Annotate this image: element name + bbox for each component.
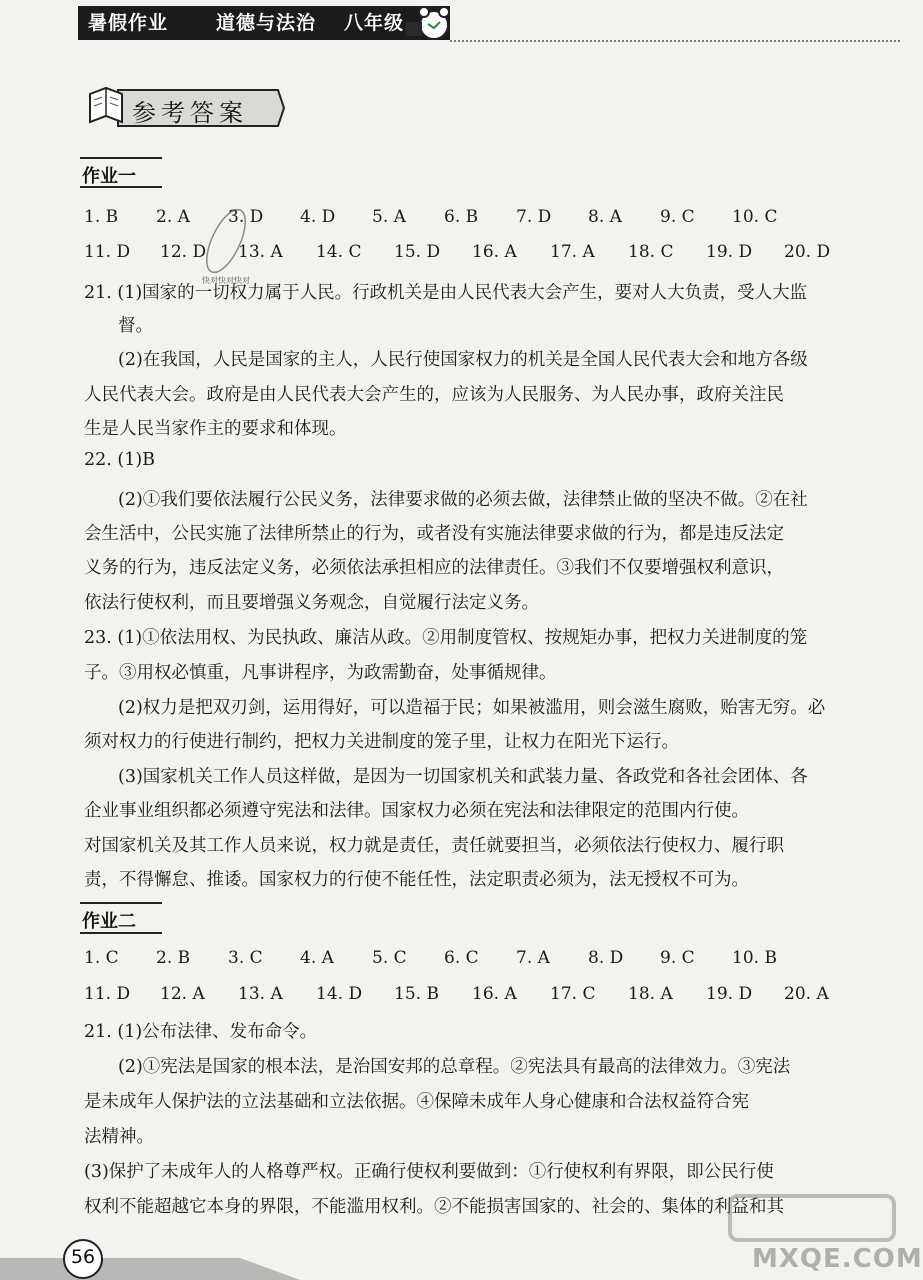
- answer-line: 对国家机关及其工作人员来说，权力就是责任，责任就要担当，必须依法行使权力、履行职: [84, 836, 784, 856]
- mc-answer: 6. B: [444, 207, 479, 227]
- mc-answer: 2. B: [156, 948, 191, 968]
- mc-answer: 16. A: [472, 242, 517, 262]
- answer-line: 是未成年人保护法的立法基础和立法依据。④保障未成年人身心健康和合法权益符合宪: [84, 1092, 749, 1112]
- answer-line: 21. (1)公布法律、发布命令。: [84, 1022, 318, 1042]
- mc-answer: 4. D: [300, 207, 336, 227]
- answer-line: (3)保护了未成年人的人格尊严权。正确行使权利要做到：①行使权利有界限，即公民行使: [84, 1162, 774, 1182]
- answer-line: 义务的行为，违反法定义务，必须依法承担相应的法律责任。③我们不仅要增强权利意识，: [84, 558, 784, 578]
- mc-answer: 2. A: [156, 207, 190, 227]
- mc-answer: 17. C: [550, 984, 596, 1004]
- mc-answer: 7. A: [516, 948, 550, 968]
- mc-answer: 5. C: [372, 948, 407, 968]
- mc-answer: 20. A: [784, 984, 829, 1004]
- header-bar: [78, 6, 450, 40]
- answer-line: 21. (1)国家的一切权力属于人民。行政机关是由人民代表大会产生，要对人大负责，受人大监: [84, 283, 808, 303]
- section-rule-top-2: [80, 902, 162, 904]
- mc-answer: 1. B: [84, 207, 119, 227]
- answer-line: (2)权力是把双刃剑，运用得好，可以造福于民；如果被滥用，则会滋生腐败，贻害无穷。必: [118, 698, 826, 718]
- page-number: 56: [70, 1246, 96, 1268]
- stamp-text: 快对快对快对: [202, 276, 250, 285]
- mc-answer: 3. C: [228, 948, 263, 968]
- alarm-clock-icon: [406, 4, 454, 42]
- mc-answer: 13. A: [238, 984, 283, 1004]
- answer-line: (3)国家机关工作人员这样做，是因为一切国家机关和武装力量、各政党和各社会团体、各: [118, 767, 808, 787]
- footer-band: [0, 1248, 300, 1280]
- answer-line: 人民代表大会。政府是由人民代表大会产生的，应该为人民服务、为人民办事，政府关注民: [84, 385, 784, 405]
- mc-answer: 10. C: [732, 207, 778, 227]
- mc-answer: 11. D: [84, 984, 131, 1004]
- answer-line: 生是人民当家作主的要求和体现。: [84, 419, 347, 439]
- mc-answer: 13. A: [238, 242, 283, 262]
- answer-line: 22. (1)B: [84, 450, 156, 470]
- answer-line: 法精神。: [84, 1127, 154, 1147]
- section-rule-bottom-2: [80, 932, 162, 934]
- answer-line: (2)在我国，人民是国家的主人，人民行使国家权力的机关是全国人民代表大会和地方各级: [118, 350, 808, 370]
- mc-answer: 15. B: [394, 984, 439, 1004]
- mc-answer: 14. C: [316, 242, 362, 262]
- site-watermark-text: MXQE.COM: [752, 1244, 923, 1274]
- mc-answer: 18. A: [628, 984, 673, 1004]
- mc-answer: 12. D: [160, 242, 207, 262]
- mc-answer: 12. A: [160, 984, 205, 1004]
- mc-answer: 14. D: [316, 984, 363, 1004]
- banner-label: 参考答案: [132, 99, 248, 127]
- mc-answer: 16. A: [472, 984, 517, 1004]
- mc-answer: 19. D: [706, 242, 753, 262]
- mc-answer: 20. D: [784, 242, 831, 262]
- mc-answer: 4. A: [300, 948, 334, 968]
- mc-answer: 3. D: [228, 207, 264, 227]
- mc-answer: 9. C: [660, 207, 695, 227]
- section-title-2: 作业二: [82, 911, 136, 932]
- answer-line: 依法行使权利，而且要增强义务观念，自觉履行法定义务。: [84, 593, 539, 613]
- mc-answer: 17. A: [550, 242, 595, 262]
- mc-answer: 8. D: [588, 948, 624, 968]
- answer-line: (2)①宪法是国家的根本法，是治国安邦的总章程。②宪法具有最高的法律效力。③宪法: [118, 1057, 791, 1077]
- section-rule-top-1: [80, 157, 162, 159]
- mc-answer: 11. D: [84, 242, 131, 262]
- answer-line: 企业事业组织都必须遵守宪法和法律。国家权力必须在宪法和法律限定的范围内行使。: [84, 801, 749, 821]
- answer-line: (2)①我们要依法履行公民义务，法律要求做的必须去做，法律禁止做的坚决不做。②在社: [118, 490, 808, 510]
- mc-answer: 18. C: [628, 242, 674, 262]
- mc-answer: 9. C: [660, 948, 695, 968]
- answer-line: 督。: [118, 316, 153, 336]
- mc-answer: 10. B: [732, 948, 777, 968]
- mc-answer: 6. C: [444, 948, 479, 968]
- answer-line: 子。③用权必慎重，凡事讲程序，为政需勤奋，处事循规律。: [84, 663, 557, 683]
- section-title-1: 作业一: [82, 166, 136, 187]
- mc-answer: 5. A: [372, 207, 406, 227]
- mc-answer: 7. D: [516, 207, 552, 227]
- mc-answer: 19. D: [706, 984, 753, 1004]
- header-title-subject: 道德与法治: [216, 12, 317, 34]
- mc-answer: 1. C: [84, 948, 119, 968]
- answer-line: 会生活中，公民实施了法律所禁止的行为，或者没有实施法律要求做的行为，都是违反法定: [84, 524, 784, 544]
- header-title-book: 暑假作业: [88, 12, 169, 34]
- mc-answer: 15. D: [394, 242, 441, 262]
- header-dotted-rule: [450, 40, 900, 42]
- answer-line: 权利不能超越它本身的界限，不能滥用权利。②不能损害国家的、社会的、集体的利益和其: [84, 1197, 784, 1217]
- answer-line: 须对权力的行使进行制约，把权力关进制度的笼子里，让权力在阳光下运行。: [84, 732, 679, 752]
- header-title-grade: 八年级: [344, 12, 405, 34]
- mc-answer: 8. A: [588, 207, 622, 227]
- answer-line: 责，不得懈怠、推诿。国家权力的行使不能任性，法定职责必须为，法无授权不可为。: [84, 870, 749, 890]
- section-rule-bottom-1: [80, 186, 162, 188]
- answer-line: 23. (1)①依法用权、为民执政、廉洁从政。②用制度管权、按规矩办事，把权力关进制度的笼: [84, 628, 808, 648]
